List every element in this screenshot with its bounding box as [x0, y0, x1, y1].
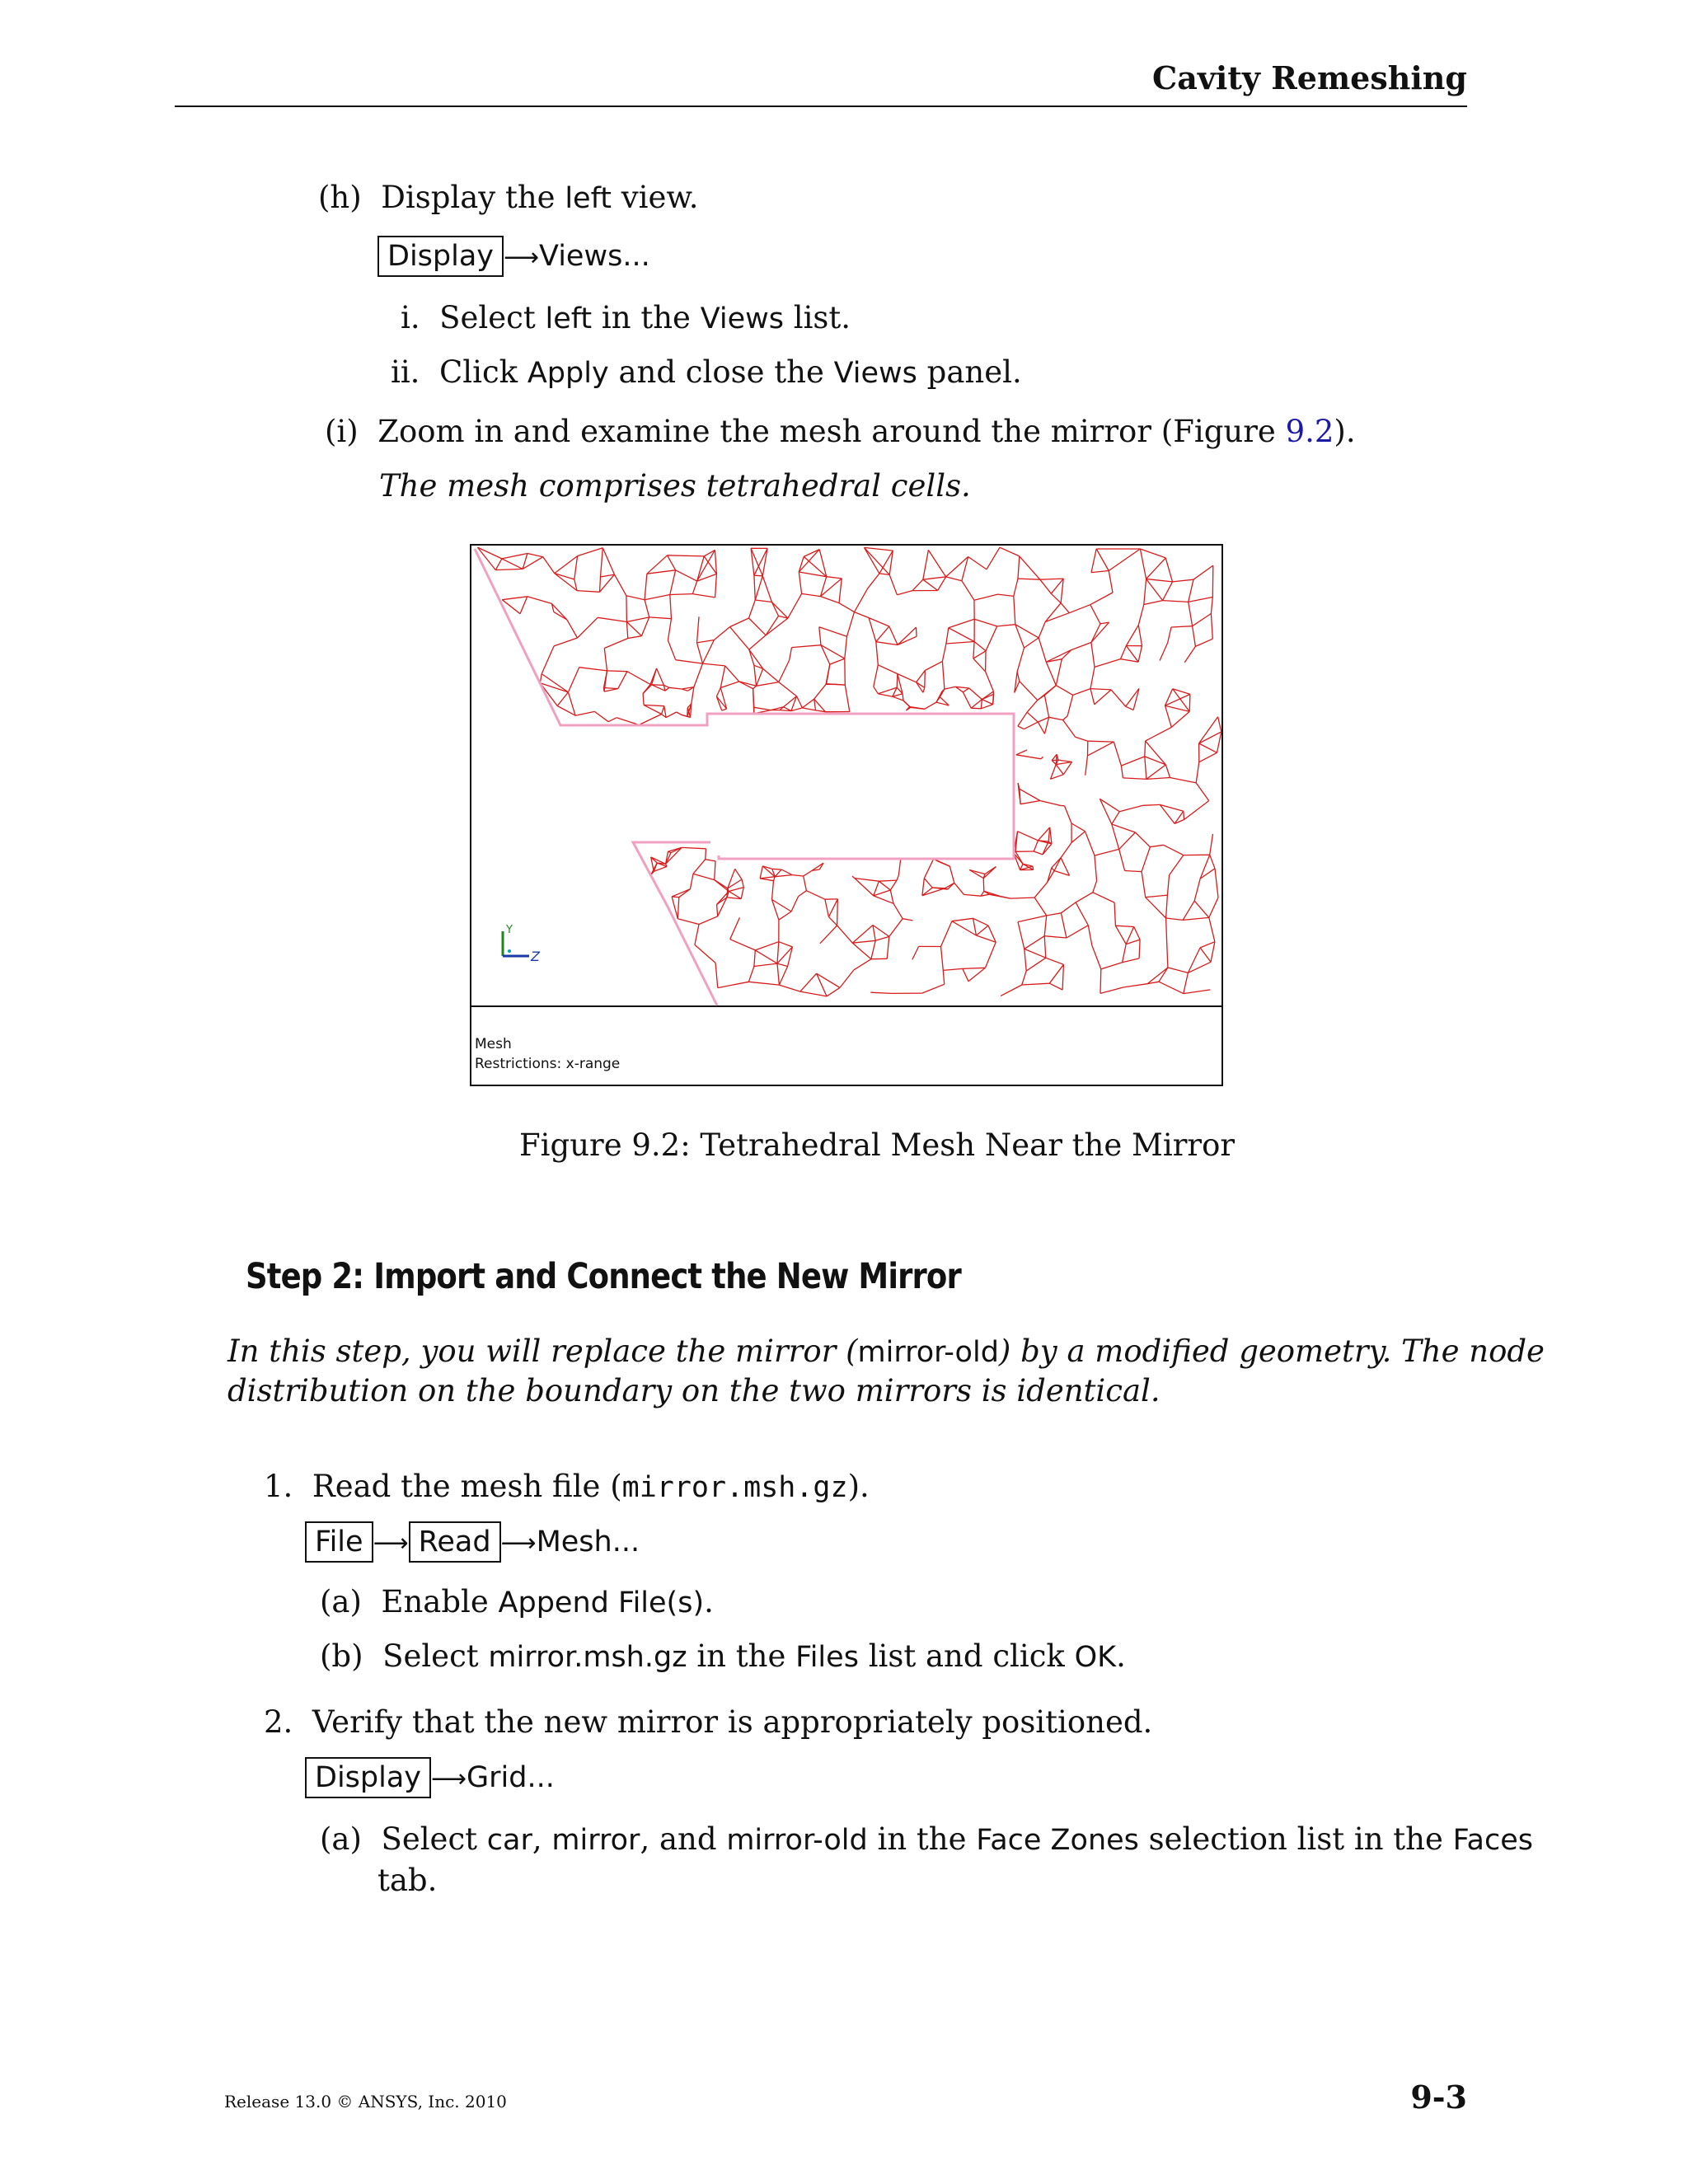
- mesh-edge: [971, 708, 981, 709]
- mesh-edge: [983, 879, 984, 892]
- mesh-edge: [925, 671, 926, 688]
- running-header: Cavity Remeshing: [1151, 59, 1467, 96]
- axis-z-label: Z: [531, 949, 540, 964]
- step2-intro-line2: distribution on the boundary on the two mirrors is identical.: [227, 1373, 1160, 1408]
- mesh-edge: [670, 594, 693, 595]
- mesh-figure-svg: [470, 544, 1223, 1086]
- item-2a: (a) Select car, mirror, and mirror-old in the Face Zones selection list in the Faces: [320, 1821, 1534, 1857]
- figure-info-restrictions: Restrictions: x-range: [475, 1056, 621, 1072]
- item-2: 2. Verify that the new mirror is appropriately positioned.: [264, 1704, 1153, 1740]
- figure-mesh: [470, 544, 1223, 1090]
- step-i: (i) Zoom in and examine the mesh around the mirror (Figure 9.2).: [325, 414, 1356, 449]
- mirror-cavity: [710, 717, 1010, 855]
- mesh-edge: [626, 596, 627, 622]
- mesh-edge: [1212, 565, 1213, 597]
- footer-release: Release 13.0 © ANSYS, Inc. 2010: [224, 2092, 507, 2111]
- mesh-edge: [687, 708, 688, 717]
- file-menu-box: File: [305, 1521, 373, 1563]
- item-1b: (b) Select mirror.msh.gz in the Files list and click OK.: [320, 1638, 1126, 1674]
- display-grid-menu-box: Display: [305, 1757, 431, 1798]
- mesh-edge: [1088, 741, 1114, 742]
- mesh-edge: [837, 899, 838, 926]
- mesh-edge: [1143, 804, 1160, 805]
- mesh-edge: [845, 658, 846, 685]
- mesh-edge: [897, 674, 898, 688]
- item-1a: (a) Enable Append File(s).: [320, 1584, 714, 1619]
- item-2a-line2: tab.: [377, 1863, 438, 1898]
- read-menu-box: Read: [409, 1521, 501, 1563]
- mesh-edge: [1100, 969, 1101, 994]
- axis-y-label: Y: [506, 924, 513, 936]
- mesh-edge: [607, 671, 627, 672]
- menu-path-display-views: Display ⟶Views...: [377, 236, 650, 277]
- mesh-edge: [727, 888, 728, 898]
- figure-caption: Figure 9.2: Tetrahedral Mesh Near the Mirror: [519, 1127, 1236, 1163]
- footer-page-number: 9-3: [1410, 2079, 1467, 2116]
- header-rule: [175, 105, 1467, 107]
- step2-intro-line1: In this step, you will replace the mirror (mirror-old) by a modified geometry. The node: [227, 1333, 1545, 1369]
- figure-ref-link[interactable]: 9.2: [1285, 414, 1334, 449]
- mesh-edge: [604, 688, 605, 692]
- figure-info-mesh: Mesh: [475, 1036, 512, 1052]
- step-h-i: i. Select left in the Views list.: [401, 300, 851, 335]
- display-menu-box: Display: [377, 236, 504, 277]
- mesh-edge: [754, 575, 762, 576]
- step-h-ii: ii. Click Apply and close the Views panel.: [391, 354, 1022, 390]
- item-1: 1. Read the mesh file (mirror.msh.gz).: [264, 1469, 870, 1504]
- step2-heading: Step 2: Import and Connect the New Mirror: [246, 1256, 961, 1297]
- mesh-note: The mesh comprises tetrahedral cells.: [379, 468, 971, 504]
- menu-path-file-read-mesh: File ⟶ Read ⟶Mesh...: [305, 1521, 640, 1563]
- menu-path-display-grid: Display ⟶Grid...: [305, 1757, 555, 1798]
- mesh-edge: [1189, 694, 1190, 711]
- mesh-edge: [837, 685, 845, 686]
- step-h: (h) Display the left view.: [318, 180, 699, 215]
- mesh-edge: [1145, 741, 1146, 757]
